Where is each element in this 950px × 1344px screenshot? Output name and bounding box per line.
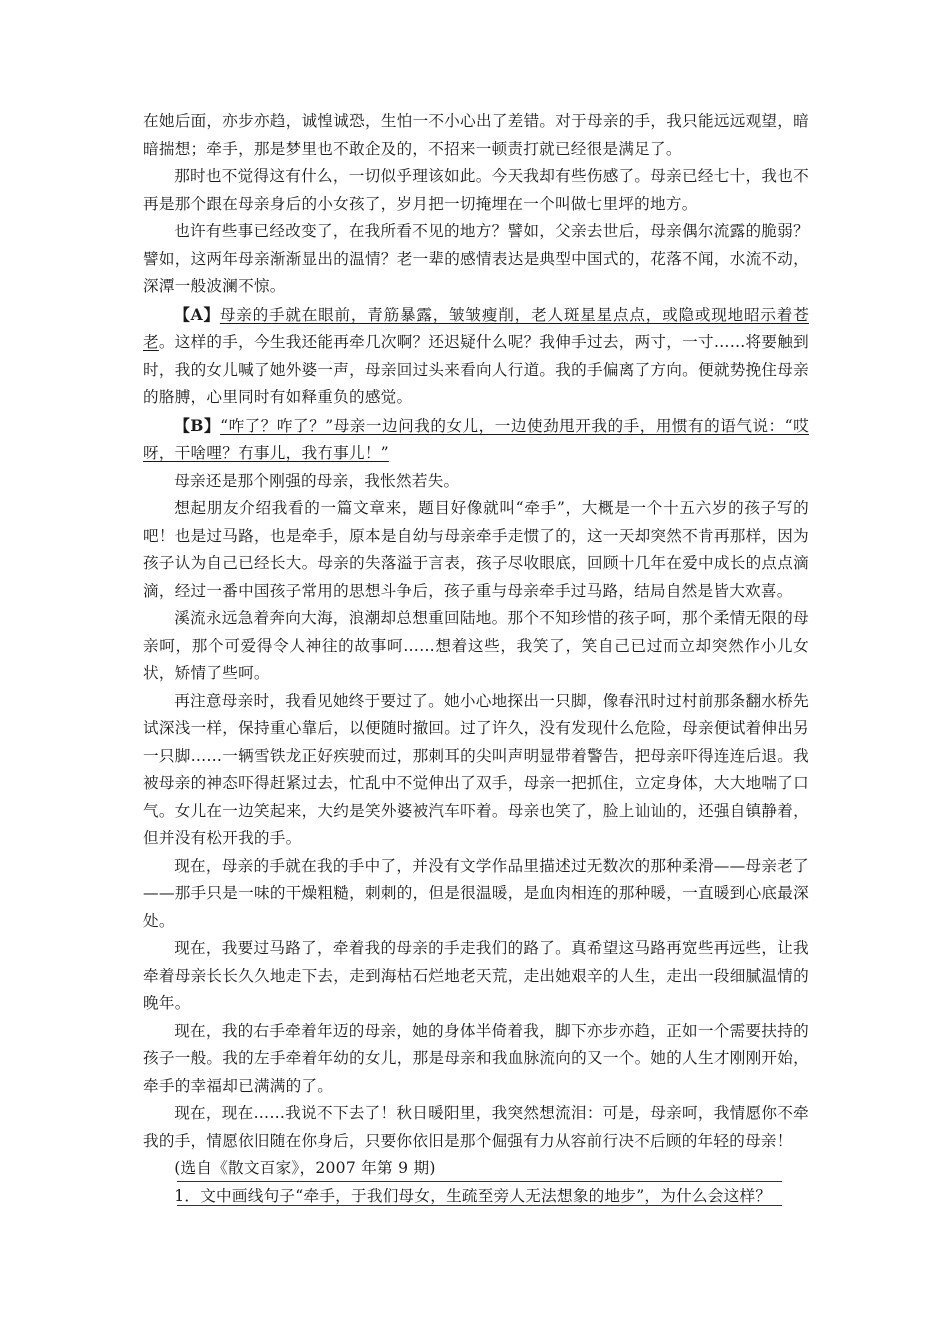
question-1: 1．文中画线句子“牵手，于我们母女，生疏至旁人无法想象的地步”，为什么会这样？ (174, 1186, 772, 1205)
paragraph-6: 溪流永远急着奔向大海，浪潮却总想重回陆地。那个不知珍惜的孩子呵，那个柔情无限的母亲呵，那个可爱得令人神往的故事呵……想着这些，我笑了，笑自己已过而立却突然作小儿女状，矫情了些呵。 (143, 609, 809, 682)
paragraph-7: 再注意母亲时，我看见她终于要过了。她小心地探出一只脚，像春汛时过村前那条翻水桥先试深浅一样，保持重心靠后，以便随时撤回。过了许久，没有发现什么危险，母亲便试着伸出另一只脚……一辆雪铁龙正好疾驶而过，那刺耳的尖叫声明显带着警告，把母亲吓得连连后退。我被母亲的神态吓得赶紧过去，忙乱中不觉伸出了双手，母亲一把抓住，立定身体，大大地喘了口气。女儿在一边笑起来，大约是笑外婆被汽车吓着。母亲也笑了，脸上讪讪的，还强自镇静着，但并没有松开我的手。 (143, 691, 809, 847)
paragraph-a-rest: 。这样的手，今生我还能再牵几次啊？还迟疑什么呢？我伸手过去，两寸，一寸……将要触到时，我的女儿喊了她外婆一声，母亲回过头来看向人行道。我的手偏离了方向。便就势挽住母亲的胳膊，心里同时有如释重负的感觉。 (143, 333, 809, 406)
paragraph-a (143, 301, 809, 412)
underlined-sentence-b: “咋了？咋了？”母亲一边问我的女儿，一边使劲甩开我的手，用惯有的语气说：“哎呀，干啥哩？冇事儿，我冇事儿！” (143, 416, 809, 462)
paragraph-1: 在她后面，亦步亦趋，诚惶诚恐，生怕一不小心出了差错。对于母亲的手，我只能远远观望，暗暗揣想；牵手，那是梦里也不敢企及的，不招来一顿责打就已经很是满足了。 (143, 112, 809, 158)
label-b: 【B】 (174, 415, 221, 435)
paragraph-9: 现在，我要过马路了，牵着我的母亲的手走我们的路了。真希望这马路再宽些再远些，让我牵着母亲长长久久地走下去，走到海枯石烂地老天荒，走出她艰辛的人生，走出一段细腻温情的晚年。 (143, 939, 809, 1012)
paragraph-10: 现在，我的右手牵着年迈的母亲，她的身体半倚着我，脚下亦步亦趋，正如一个需要扶持的孩子一般。我的左手牵着年幼的女儿，那是母亲和我血脉流向的又一个。她的人生才刚刚开始，牵手的幸福却已满满的了。 (143, 1021, 809, 1095)
source-citation: (选自《散文百家》，2007 年第 9 期) (174, 1159, 436, 1177)
paragraph-11: 现在，现在……我说不下去了！秋日暖阳里，我突然想流泪：可是，母亲呵，我情愿你不牵我的手，情愿依旧随在你身后，只要你依旧是那个倔强有力从容前行决不后顾的年轻的母亲！ (143, 1104, 809, 1150)
paragraph-8: 现在，母亲的手就在我的手中了，并没有文学作品里描述过无数次的那种柔滑——母亲老了——那手只是一味的干燥粗糙，刺刺的，但是很温暖，是血肉相连的那种暖，一直暖到心底最深处。 (143, 856, 809, 930)
article-body (143, 108, 809, 1210)
underlined-sentence-a: 母亲的手就在眼前，青筋暴露，皱皱瘦削，老人斑星星点点，或隐或现地昭示着苍老 (143, 305, 809, 351)
paragraph-3: 也许有些事已经改变了，在我所看不见的地方？譬如，父亲去世后，母亲偶尔流露的脆弱？譬如，这两年母亲渐渐显出的温情？老一辈的感情表达是典型中国式的，花落不闻，水流不动，深潭一般波澜不惊。 (143, 222, 809, 295)
paragraph-b (143, 412, 809, 468)
paragraph-4: 母亲还是那个刚强的母亲，我怅然若失。 (174, 471, 460, 490)
answer-line-2[interactable] (177, 1205, 782, 1206)
paragraph-5: 想起朋友介绍我看的一篇文章来，题目好像就叫“牵手”，大概是一个十五六岁的孩子写的吧！也是过马路，也是牵手，原本是自幼与母亲牵手走惯了的，这一天却突然不肯再那样，因为孩子认为自己已经长大。母亲的失落溢于言表，孩子尽收眼底，回顾十几年在爱中成长的点点滴滴，经过一番中国孩子常用的思想斗争后，孩子重与母亲牵手过马路，结局自然是皆大欢喜。 (143, 499, 809, 600)
label-a: 【A】 (174, 304, 220, 324)
paragraph-2: 那时也不觉得这有什么，一切似乎理该如此。今天我却有些伤感了。母亲已经七十，我也不再是那个跟在母亲身后的小女孩了，岁月把一切掩埋在一个叫做七里坪的地方。 (143, 167, 809, 213)
answer-line-1[interactable] (177, 1181, 782, 1182)
